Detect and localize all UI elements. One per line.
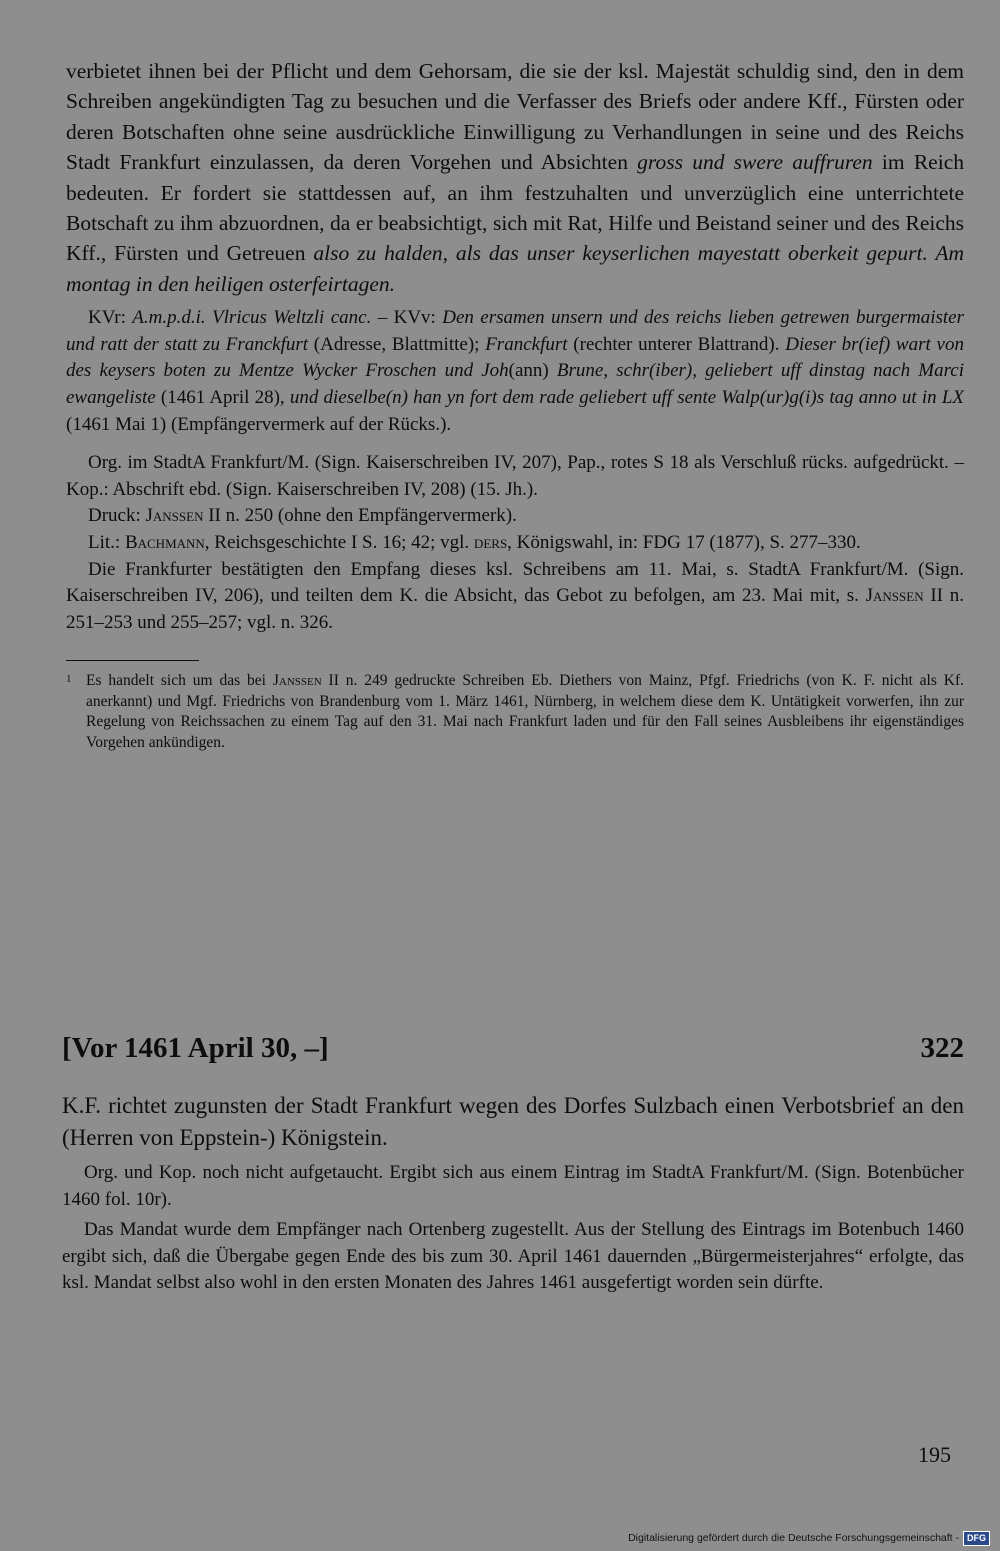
footnote-divider [66,660,199,661]
page-number: 195 [918,1442,951,1467]
document-body [66,56,964,753]
entry-body [62,1090,964,1297]
original-note: Org. im StadtA Frankfurt/M. (Sign. Kaiserschreiben IV, 207), Pap., rotes S 18 als Verschluß rücks. aufgedrückt. – Kop.: Abschrift ebd. (Sign. Kaiserschreiben IV, 208) (15. Jh.). [66,452,964,500]
entry-regest: K.F. richtet zugunsten der Stadt Frankfurt wegen des Dorfes Sulzbach einen Verbotsbrief an den (Herren von Eppstein-) Königstein. [62,1093,964,1150]
dfg-logo: DFG [963,1531,990,1546]
literature-note: Lit.: Bachmann, Reichsgeschichte I S. 16; 42; vgl. ders, Königswahl, in: FDG 17 (1877), S. 277–330. [88,532,861,553]
entry-heading [62,1028,964,1068]
entry-source-note: Org. und Kop. noch nicht aufgetaucht. Ergibt sich aus einem Eintrag im StadtA Frankfurt/M. (Sign. Botenbücher 1460 fol. 10r). [62,1162,964,1210]
print-note: Druck: Janssen II n. 250 (ohne den Empfängervermerk). [88,505,517,527]
entry-commentary: Das Mandat wurde dem Empfänger nach Ortenberg zugestellt. Aus der Stellung des Eintrags im Botenbuch 1460 ergibt sich, daß die Übergabe gegen Ende des bis zum 30. April 1461 dauernden „Bürgermeisterjahres“ erfolgte, das ksl. Mandat selbst also wohl in den ersten Monaten des Jahres 1461 ausgefertigt worden sein dürfte. [62,1219,964,1294]
entry-date: [Vor 1461 April 30, –] [62,1032,329,1064]
digitization-credit [628,1530,990,1546]
footnote-number: 1 [66,673,72,686]
regest-continuation: verbietet ihnen bei der Pflicht und dem Gehorsam, die sie der ksl. Majestät schuldig sind, den in dem Schreiben angekündigten Tag zu besuchen und die Verfasser des Briefs oder andere Kff., Fürsten oder deren Botschaften ohne seine ausdrückliche Einwilligung zu Verhandlungen in seine und des Reichs Stadt Frankfurt einzulassen, da deren Vorgehen und Absichten gross und swere auffruren im Reich bedeuten. Er fordert sie stattdessen auf, an ihm festzuhalten und unverzüglich eine unterrichtete Botschaft zu ihm abzuordnen, da er beabsichtigt, sich mit Rat, Hilfe und Beistand seiner und des Reichs Kff., Fürsten und Getreuen also zu halden, als das unser keyserlichen mayestatt oberkeit gepurt. Am montag in den heiligen osterfeirtagen. [66,59,965,296]
footnote-text: Es handelt sich um das bei Janssen II n. 249 gedruckte Schreiben Eb. Diethers von Mainz, Pfgf. Friedrichs (von K. F. nicht als Kf. anerkannt) und Mgf. Friedrichs von Brandenburg vom 1. März 1461, Nürnberg, in welchem diese dem K. Untätigkeit vorwerfen, ihn zur Regelung von Reichssachen zu einem Tag auf den 31. Mai nach Frankfurt laden und für den Fall seines Ausbleibens ihr eigenständiges Vorgehen ankündigen. [86,672,964,751]
footnote [66,671,964,753]
credit-text: Digitalisierung gefördert durch die Deutsche Forschungsgemeinschaft - [628,1532,959,1544]
endorsement-note: KVr: A.m.p.d.i. Vlricus Weltzli canc. – KVv: Den ersamen unsern und des reichs lieben getrewen burgermaister und ratt der statt zu Franckfurt (Adresse, Blattmitte); Franckfurt (rechter unterer Blattrand). Dieser br(ief) wart von des keysers boten zu Mentze Wycker Froschen und Joh(ann) Brune, schr(iber), geliebert uff dinstag nach Marci ewangeliste (1461 April 28), und dieselbe(n) han yn fort dem rade geliebert uff sente Walp(ur)g(i)s tag anno ut in LX (1461 Mai 1) (Empfängervermerk auf der Rücks.). [66,307,964,435]
entry-number: 322 [920,1032,964,1064]
commentary-note: Die Frankfurter bestätigten den Empfang dieses ksl. Schreibens am 11. Mai, s. StadtA Frankfurt/M. (Sign. Kaiserschreiben IV, 206), und teilten dem K. die Absicht, das Gebot zu befolgen, am 23. Mai mit, s. Janssen II n. 251–253 und 255–257; vgl. n. 326. [66,558,965,633]
